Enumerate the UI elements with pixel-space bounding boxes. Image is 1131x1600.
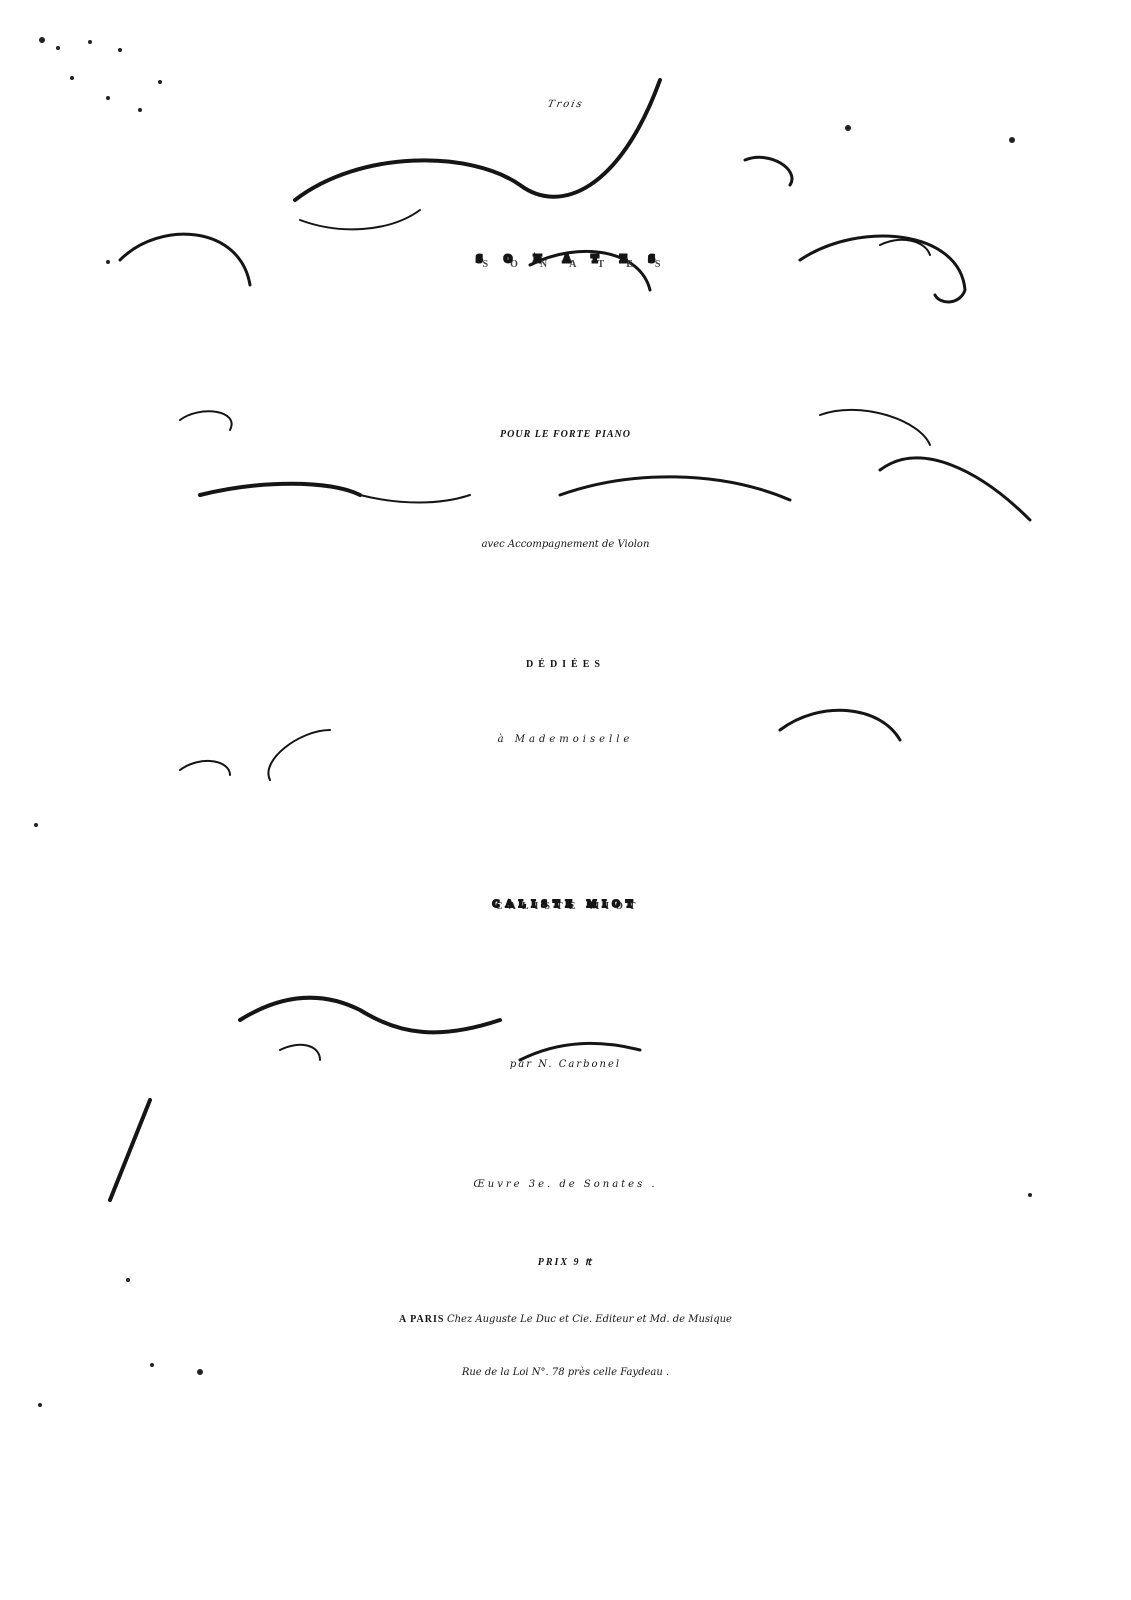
opus-line: Œuvre 3e. de Sonates . (473, 1179, 658, 1190)
publisher-address: Rue de la Loi N°. 78 près celle Faydeau . (461, 1367, 670, 1378)
publisher-city: A PARIS (399, 1314, 445, 1325)
dedication-salutation: à Mademoiselle (497, 734, 634, 745)
publisher-name: Chez Auguste Le Duc et Cie. Editeur et Md. de Musique (446, 1314, 732, 1325)
dedicatee-name: CALISTE MIOT (492, 899, 639, 910)
composer-line: par N. Carbonel (509, 1059, 622, 1070)
publisher-line (0, 1315, 1131, 1325)
subtitle-accompaniment: avec Accompagnement de Violon (481, 539, 650, 550)
title-sonates: SONATES (476, 254, 677, 265)
dedication-heading: DÉDIÉES (526, 659, 605, 670)
subtitle-instrument: POUR LE FORTE PIANO (500, 429, 631, 440)
price-line: PRIX 9 ₶ (537, 1257, 594, 1268)
title-trois: Trois (546, 99, 585, 110)
